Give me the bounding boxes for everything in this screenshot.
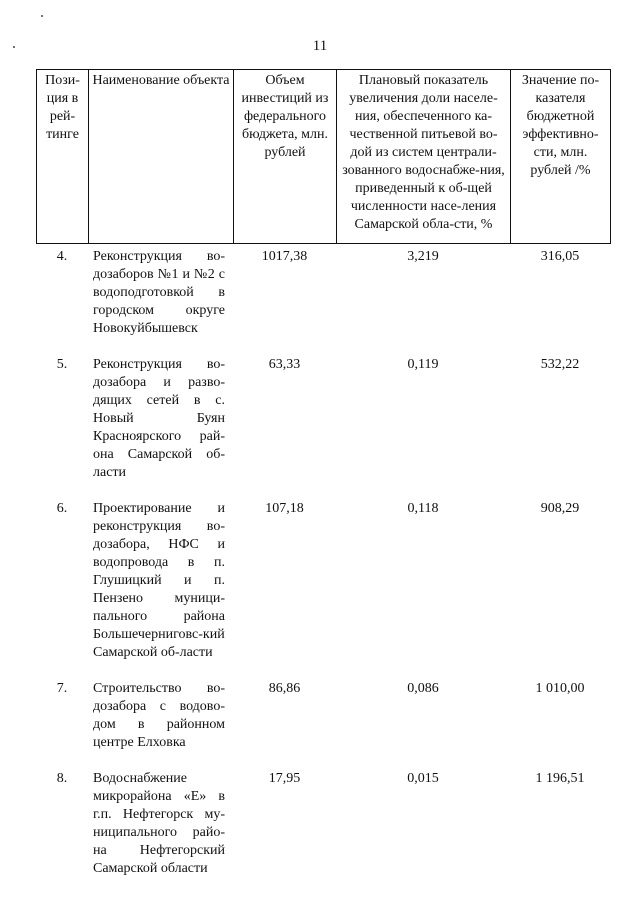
header-investment-label: Объем инвестиций из федерального бюджета, млн. рублей [241, 73, 329, 160]
header-name [89, 70, 234, 244]
header-efficiency-label: Значение по-казателя бюджетной эффективно-сти, млн. рублей /% [521, 73, 600, 178]
row-position: 7. [56, 681, 68, 696]
table-row [36, 680, 610, 752]
row-investment: 1017,38 [261, 249, 308, 264]
row-position: 8. [56, 771, 68, 786]
table-row [36, 248, 610, 338]
row-plan: 3,219 [407, 249, 439, 264]
scan-speck [41, 15, 43, 17]
row-efficiency: 908,29 [540, 501, 580, 516]
header-position-label: Пози-ция в рей-тинге [45, 73, 80, 142]
row-investment: 86,86 [268, 681, 301, 696]
row-efficiency: 1 010,00 [535, 681, 585, 696]
row-efficiency: 316,05 [540, 249, 580, 264]
table-header-row [37, 70, 611, 244]
table-row [36, 770, 610, 878]
row-name: Реконструкция во-дозабора и разво-дящих сетей в с. Новый Буян Красноярского рай-она Самарской об-ласти [93, 357, 225, 480]
header-position [37, 70, 89, 244]
header-plan-label: Плановый показатель увеличения доли населе-ния, обеспеченного ка-чественной питьевой во-дой из систем централи-зованного водоснабже-ния, приведенный к об-щей численности насе-ления Самарской обла-сти, % [342, 73, 505, 232]
table-header [36, 69, 611, 244]
row-position: 5. [56, 357, 68, 372]
header-investment [234, 70, 337, 244]
row-plan: 0,119 [407, 357, 439, 372]
table-body [36, 248, 610, 896]
row-efficiency: 532,22 [540, 357, 580, 372]
header-plan [337, 70, 511, 244]
row-investment: 17,95 [268, 771, 301, 786]
row-plan: 0,086 [407, 681, 439, 696]
row-plan: 0,015 [407, 771, 439, 786]
row-investment: 107,18 [265, 501, 304, 516]
row-position: 6. [56, 501, 68, 516]
row-position: 4. [56, 249, 68, 264]
table-row [36, 356, 610, 482]
row-efficiency: 1 196,51 [535, 771, 585, 786]
header-name-label: Наименование объекта [92, 73, 230, 88]
row-investment: 63,33 [268, 357, 301, 372]
row-name: Водоснабжение микрорайона «Е» в г.п. Нефтегорск му-ниципального райо-на Нефтегорский Самарской области [93, 771, 225, 876]
row-plan: 0,118 [407, 501, 439, 516]
page-number: 11 [312, 38, 328, 54]
table-row [36, 500, 610, 662]
header-efficiency [511, 70, 611, 244]
row-name: Проектирование и реконструкция во-дозабора, НФС и водопровода в п. Глушицкий и п. Пензено муници-пального района Большечерниговс-кий Самарской об-ласти [93, 501, 225, 660]
row-name: Строительство во-дозабора с водово-дом в районном центре Елховка [93, 681, 225, 750]
row-name: Реконструкция во-дозаборов №1 и №2 с водоподготовкой в городском округе Новокуйбышевск [93, 249, 225, 336]
